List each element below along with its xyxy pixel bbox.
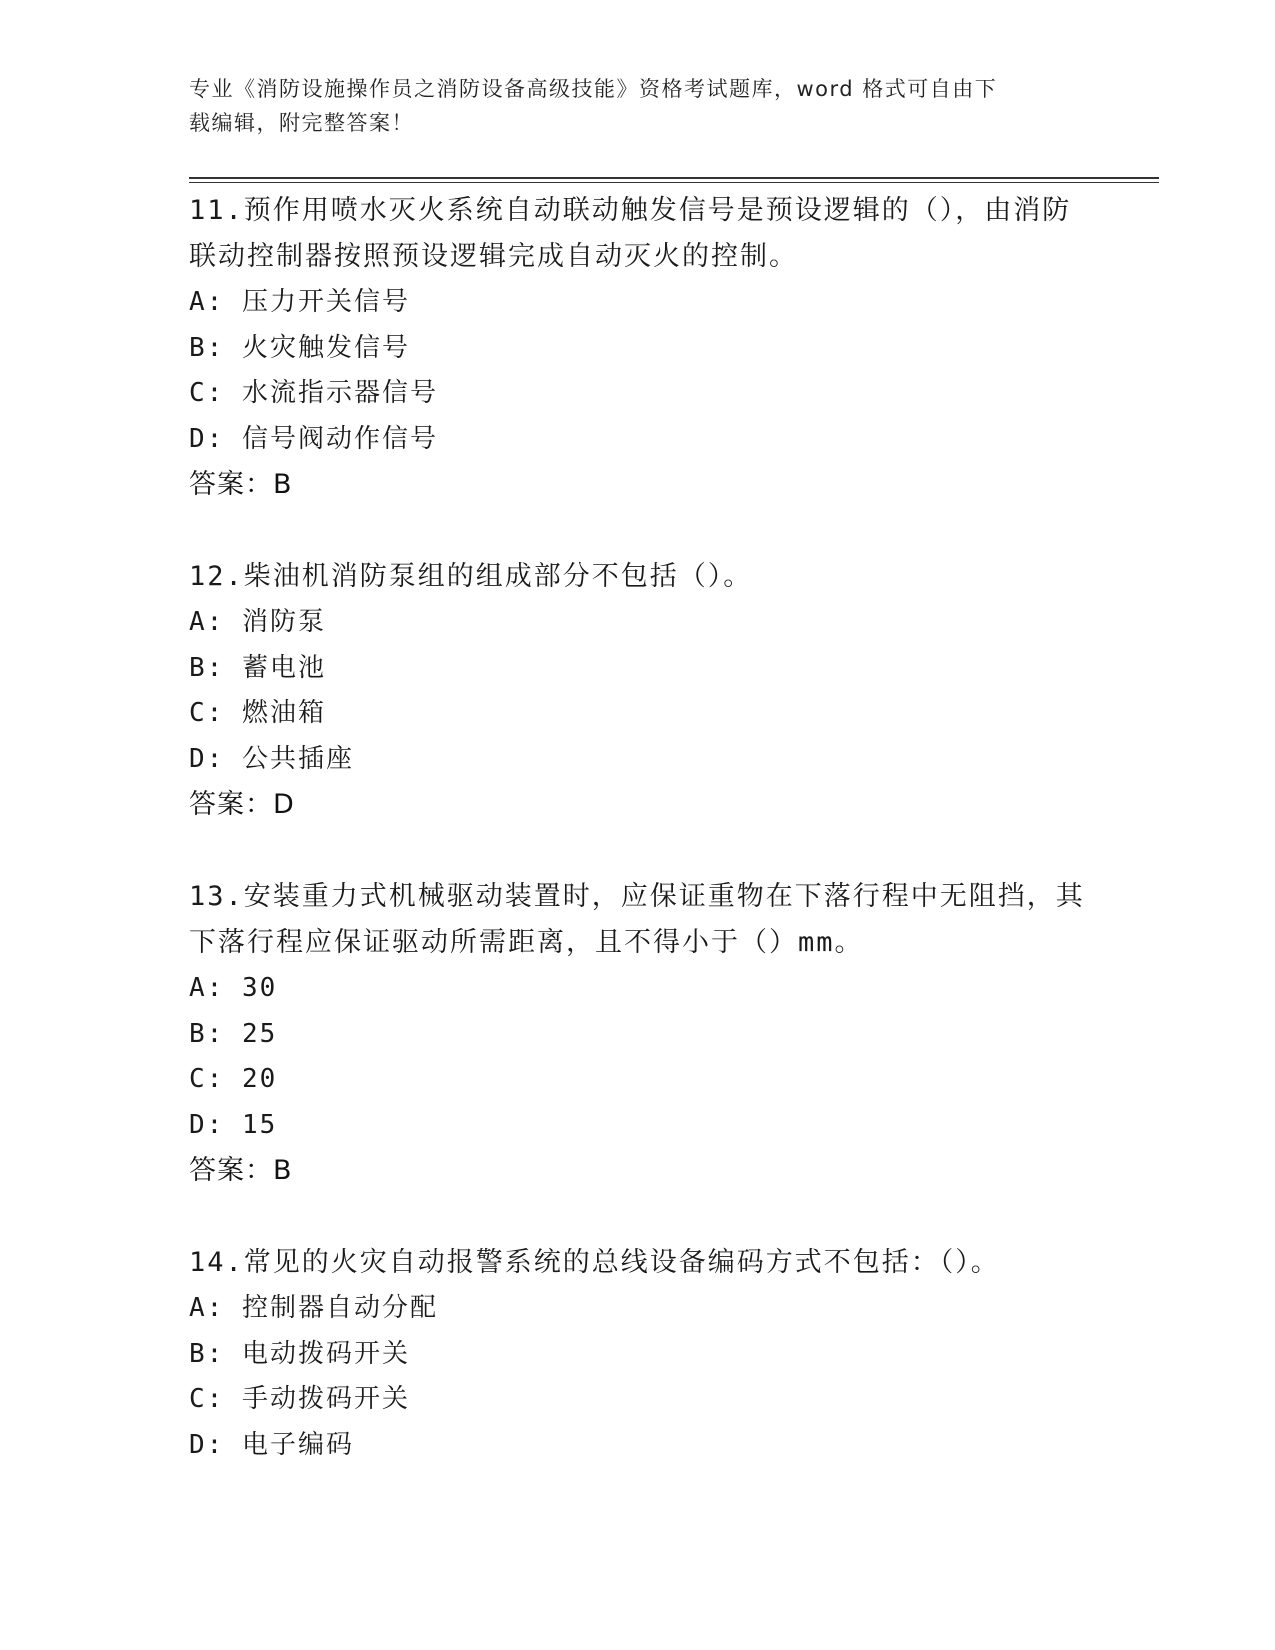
option-b: B: 电动拨码开关	[189, 1338, 410, 1369]
question-stem-line: 14.常见的火灾自动报警系统的总线设备编码方式不包括：（）。	[189, 1247, 1000, 1278]
option-c: C: 水流指示器信号	[189, 378, 438, 408]
question-stem-line: 11.预作用喷水灭火系统自动联动触发信号是预设逻辑的（），由消防	[189, 195, 1072, 226]
question-12	[189, 554, 1089, 828]
question-stem-line: 下落行程应保证驱动所需距离，且不得小于（）mm。	[189, 927, 864, 958]
option-c: C: 燃油箱	[189, 698, 326, 728]
question-stem-line: 12.柴油机消防泵组的组成部分不包括（）。	[189, 561, 753, 592]
question-list	[189, 188, 1089, 1514]
question-13	[189, 874, 1089, 1194]
header-divider-thin	[189, 182, 1159, 183]
option-b: B: 蓄电池	[189, 652, 326, 683]
option-a: A: 控制器自动分配	[189, 1293, 438, 1323]
option-a: A: 消防泵	[189, 607, 326, 637]
question-stem-line: 联动控制器按照预设逻辑完成自动灭火的控制。	[189, 241, 798, 272]
answer-line: 答案：D	[189, 789, 295, 820]
question-14	[189, 1240, 1089, 1468]
header-divider-thick	[189, 177, 1159, 179]
option-d: D: 电子编码	[189, 1429, 354, 1460]
option-a: A: 压力开关信号	[189, 287, 410, 317]
document-header	[189, 72, 1069, 140]
answer-line: 答案：B	[189, 1155, 293, 1186]
option-b: B: 25	[189, 1018, 278, 1049]
option-a: A: 30	[189, 973, 278, 1003]
option-d: D: 公共插座	[189, 743, 354, 774]
header-line-2: 载编辑，附完整答案！	[189, 111, 414, 135]
answer-line: 答案：B	[189, 469, 293, 500]
option-d: D: 信号阀动作信号	[189, 423, 438, 454]
option-c: C: 手动拨码开关	[189, 1384, 410, 1414]
option-d: D: 15	[189, 1109, 278, 1140]
question-11	[189, 188, 1089, 508]
question-stem-line: 13.安装重力式机械驱动装置时，应保证重物在下落行程中无阻挡，其	[189, 881, 1085, 912]
option-b: B: 火灾触发信号	[189, 332, 410, 363]
header-line-1: 专业《消防设施操作员之消防设备高级技能》资格考试题库，word 格式可自由下	[189, 77, 998, 101]
option-c: C: 20	[189, 1064, 278, 1094]
